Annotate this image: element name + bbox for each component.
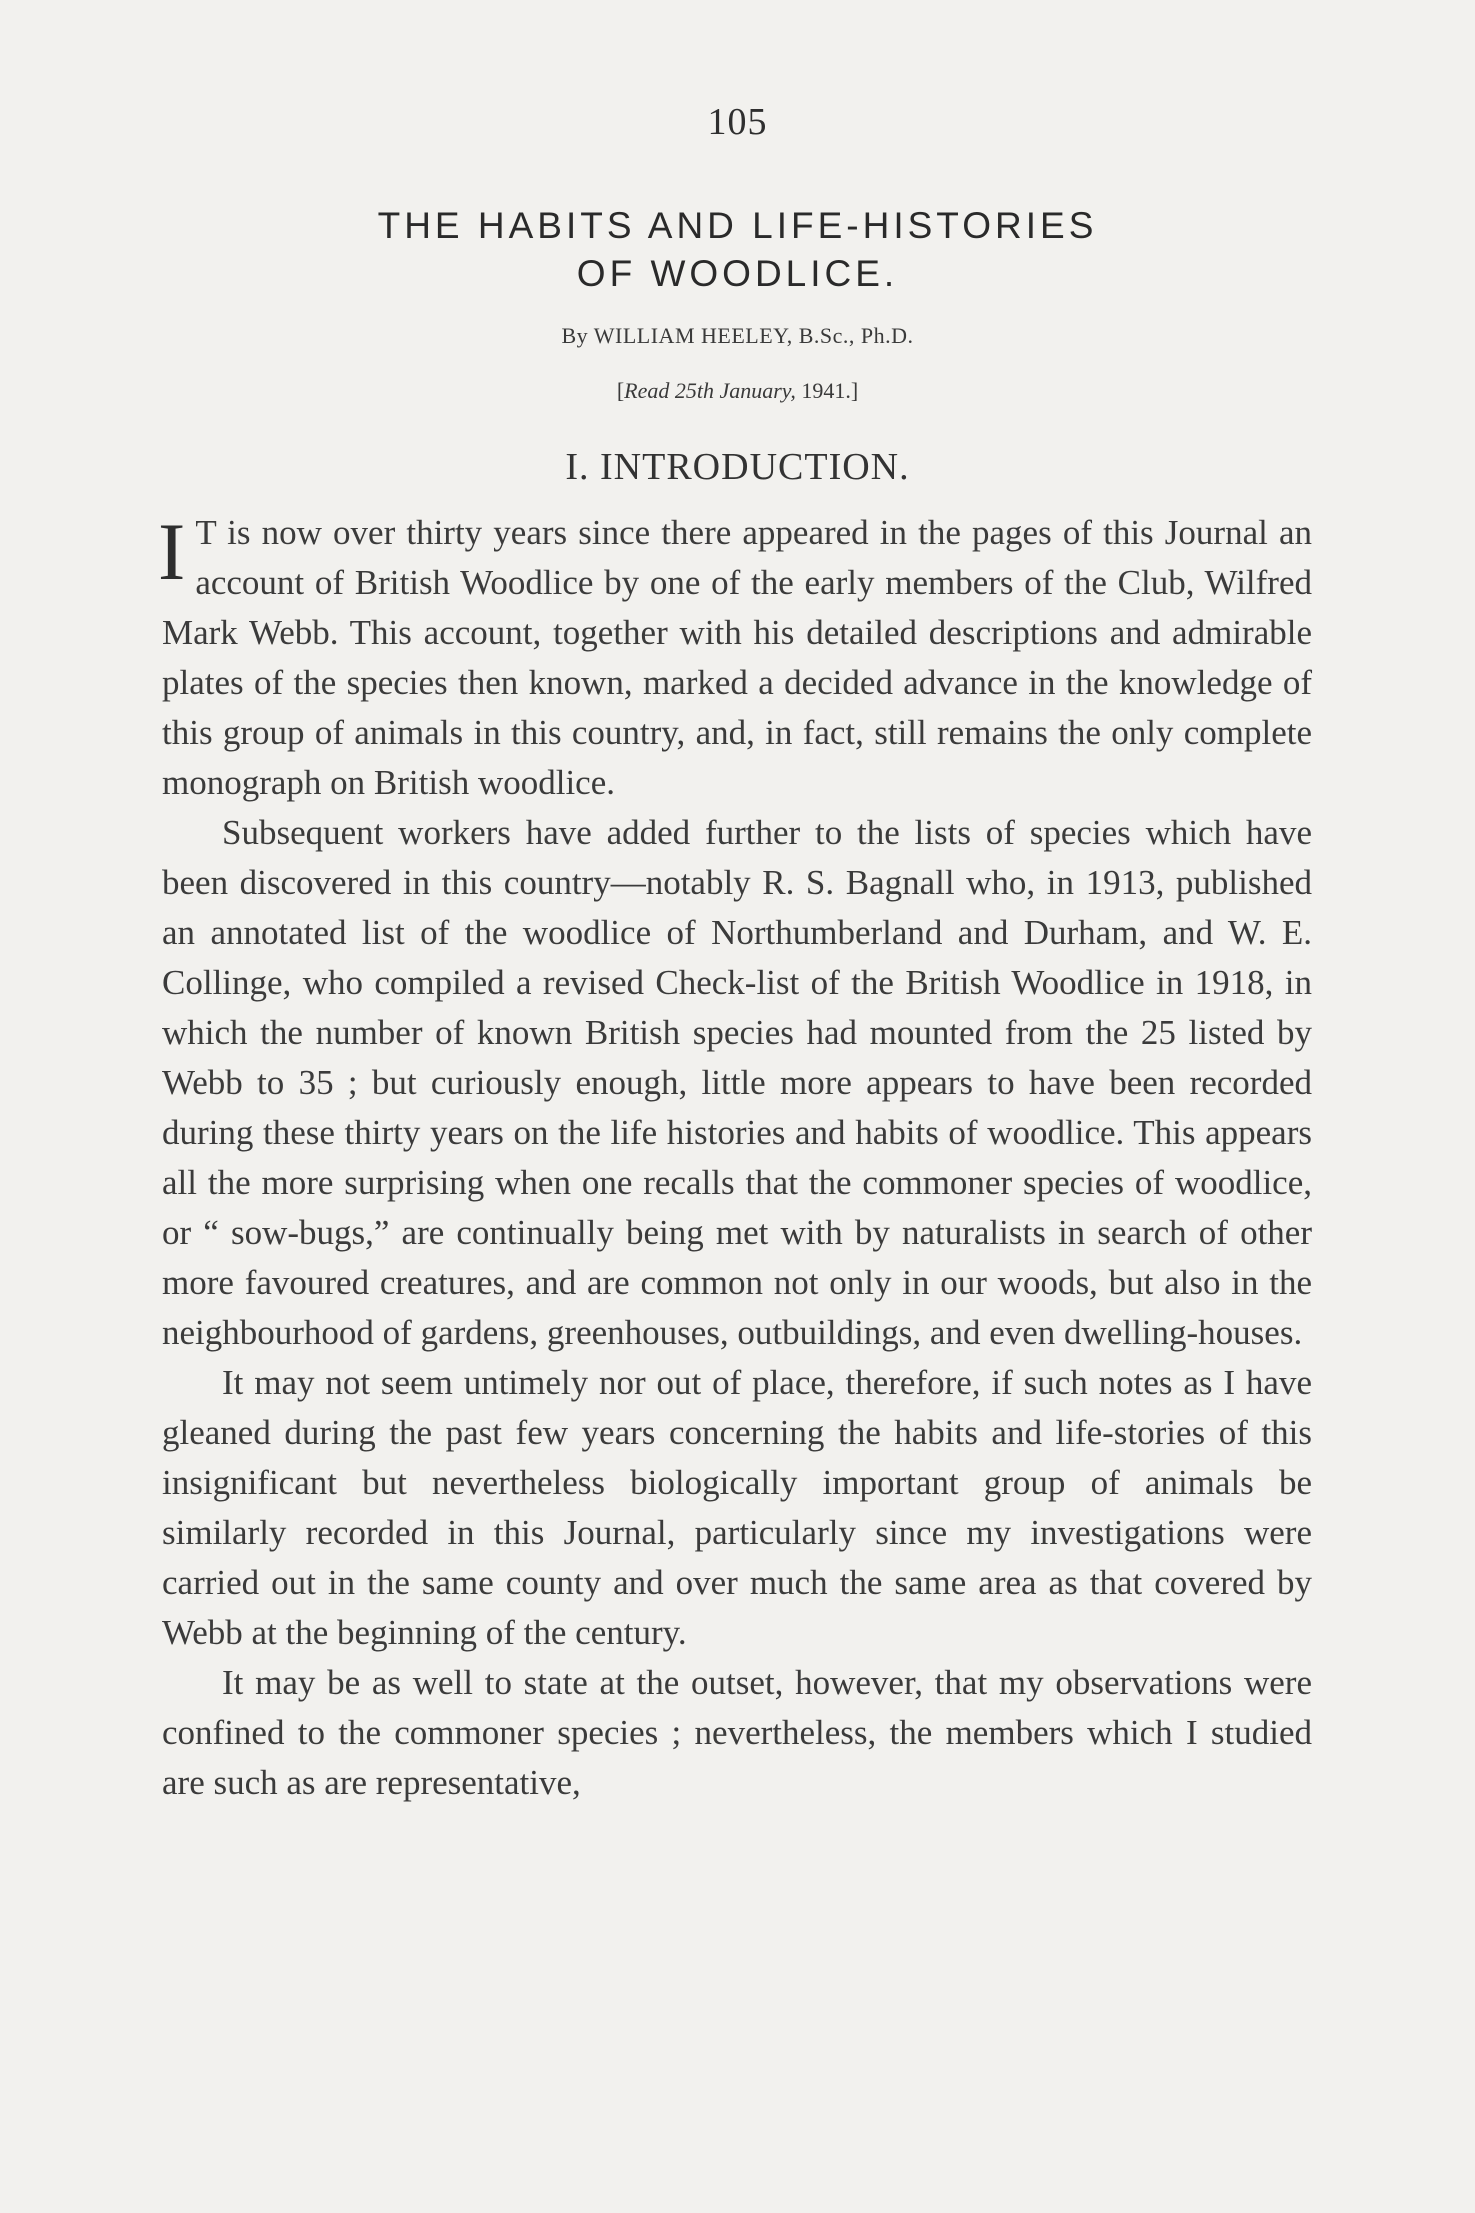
body-text <box>158 506 1312 1808</box>
paragraph-1 <box>158 506 1312 808</box>
author-byline: By WILLIAM HEELEY, B.Sc., Ph.D. <box>561 323 914 348</box>
paragraph-1-text: T is now over thirty years since there appeared in the pages of this Journal an account of British Woodlice by one of the early members of the Club, Wilfred Mark Webb. This account, together with his detailed descriptions and admirable plates of the species then known, marked a decided advance in the knowledge of this group of animals in this country, and, in fact, still remains the only complete monograph on British woodlice. <box>162 513 1312 802</box>
paragraph-2: Subsequent workers have added further to the lists of species which have been discovered in this country—notably R. S. Bagnall who, in 1913, published an annotated list of the woodlice of Northumberland and Durham, and W. E. Collinge, who compiled a revised Check-list of the British Woodlice in 1918, in which the number of known British species had mounted from the 25 listed by Webb to 35 ; but curiously enough, little more appears to have been recorded during these thirty years on the life histories and habits of woodlice. This appears all the more surprising when one recalls that the commoner species of woodlice, or “ sow-bugs,” are continually being met with by naturalists in search of other more favoured creatures, and are common not only in our woods, but also in the neighbourhood of gardens, greenhouses, outbuildings, and even dwelling-houses. <box>162 813 1312 1352</box>
read-date-prefix: [ <box>616 378 625 403</box>
read-date <box>0 378 1475 404</box>
read-date-italic: Read 25th January, <box>624 378 796 403</box>
article-title <box>0 202 1475 298</box>
paragraph-4: It may be as well to state at the outset, however, that my observations were confined to the commoner species ; nevertheless, the members which I studied are such as are representative, <box>162 1663 1312 1802</box>
page-number: 105 <box>707 101 768 143</box>
drop-cap: I <box>158 506 186 597</box>
paragraph-3: It may not seem untimely nor out of place, therefore, if such notes as I have gleaned during the past few years concerning the habits and life-stories of this insignificant but nevertheless biologically important group of animals be similarly recorded in this Journal, particularly since my investigations were carried out in the same county and over much the same area as that covered by Webb at the beginning of the century. <box>162 1363 1312 1652</box>
section-heading: I. INTRODUCTION. <box>565 446 910 488</box>
title-line-1: THE HABITS AND LIFE-HISTORIES <box>377 205 1098 246</box>
title-line-2: OF WOODLICE. <box>576 253 899 294</box>
read-date-suffix: 1941.] <box>795 378 859 403</box>
